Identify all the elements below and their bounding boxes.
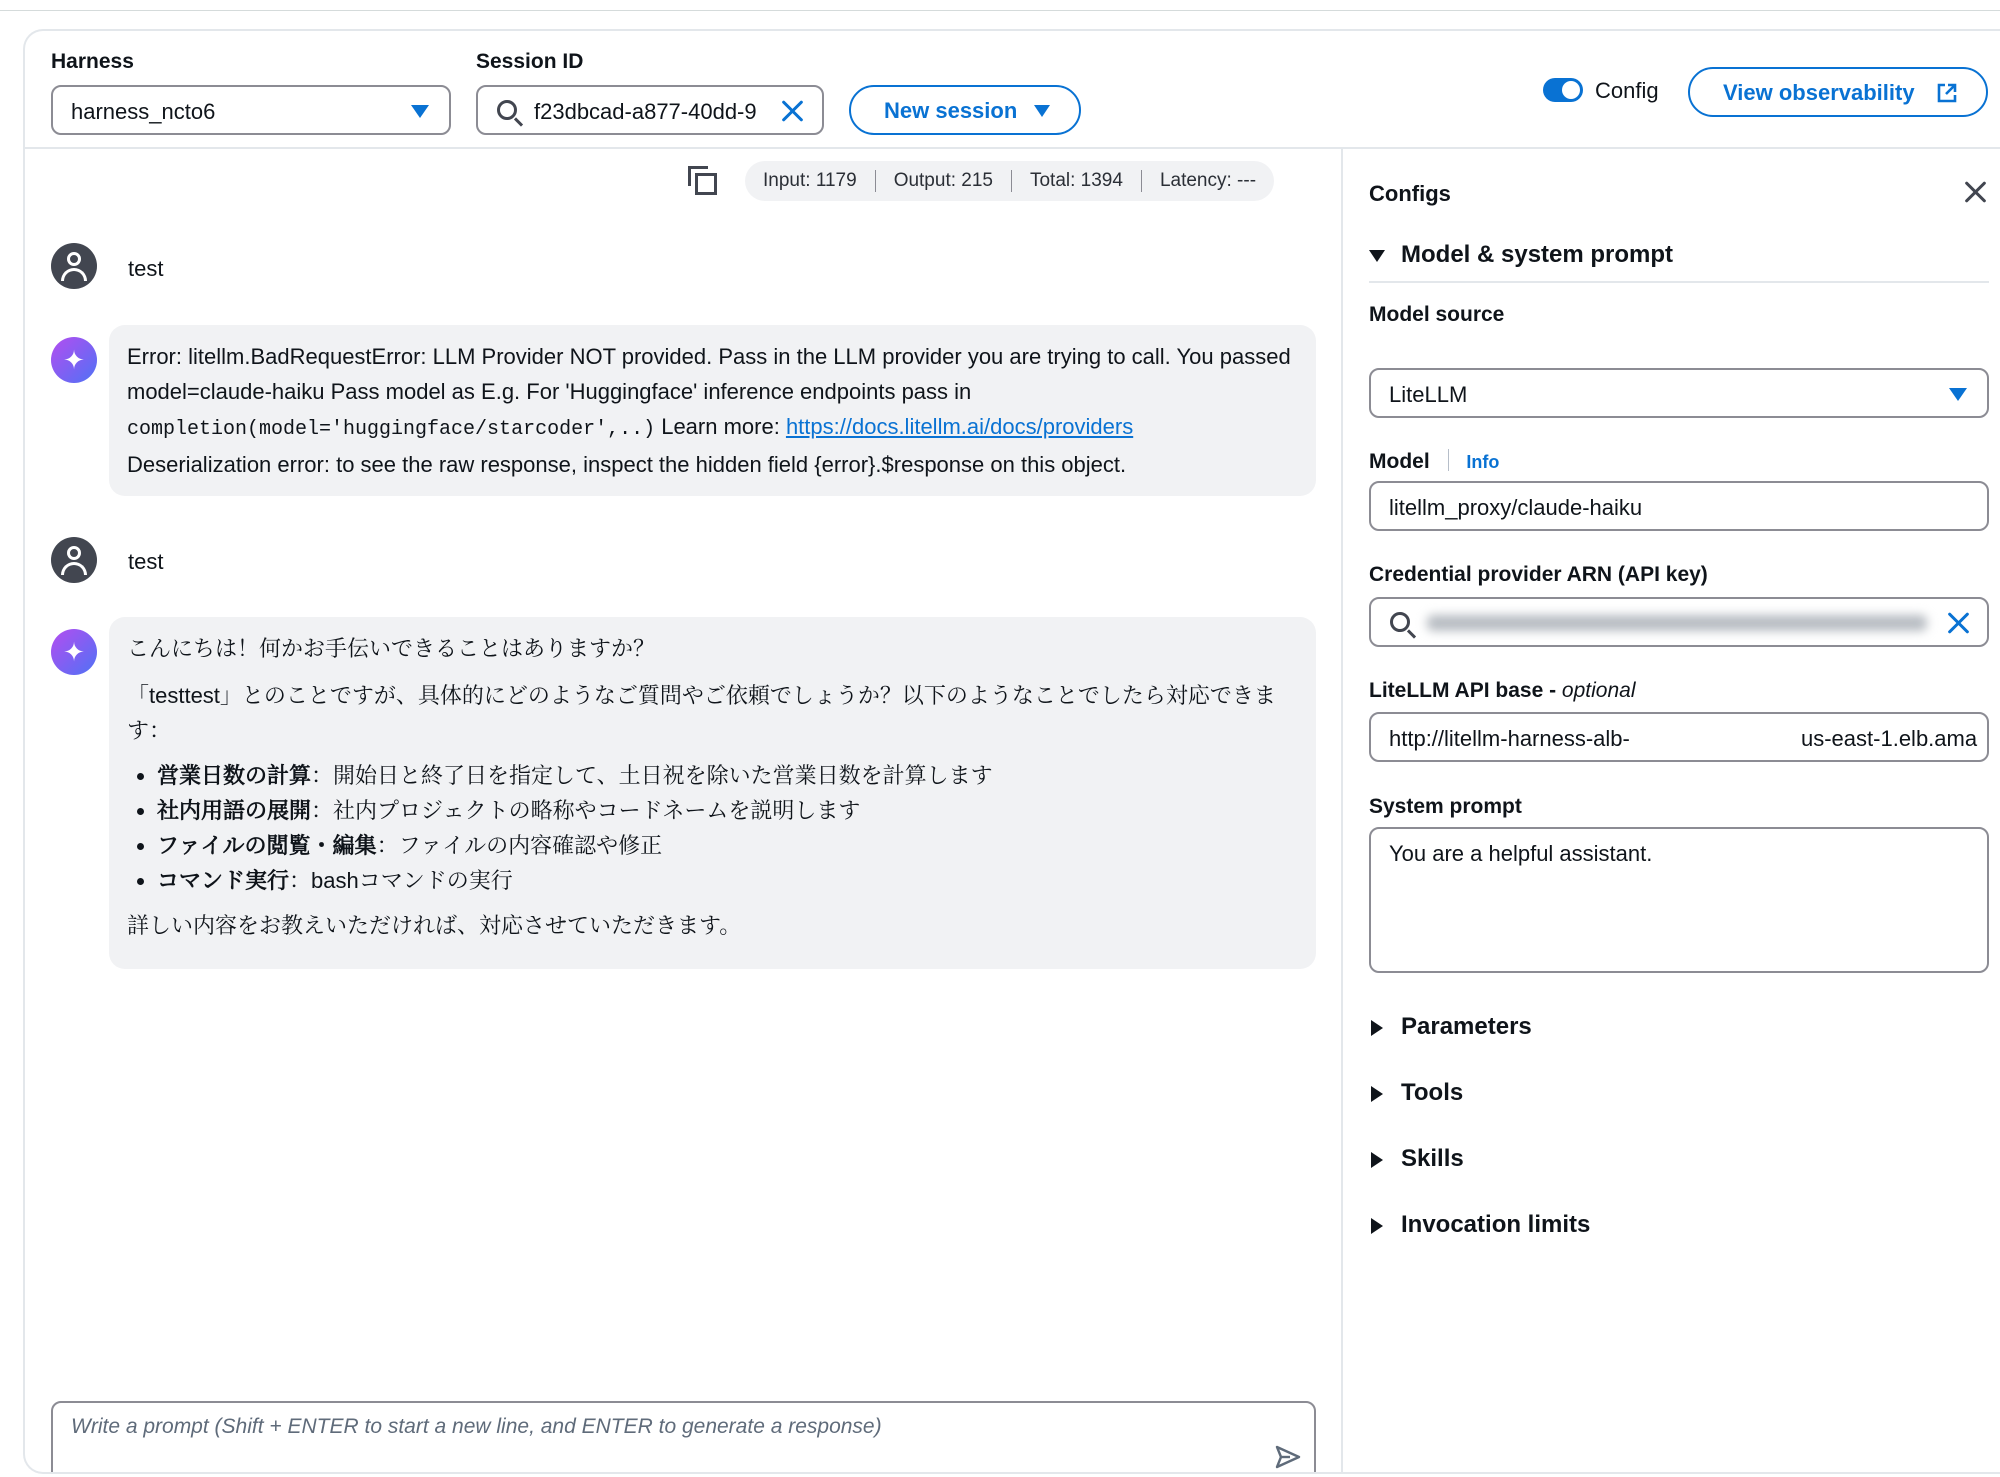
caret-down-icon [1034, 105, 1050, 117]
caret-right-icon [1371, 1152, 1383, 1168]
list-item: • ファイルの閲覧・編集：ファイルの内容確認や修正 [157, 828, 1298, 863]
model-section-toggle[interactable] [1369, 239, 1674, 275]
session-id-input[interactable] [476, 85, 824, 135]
assistant-message-bubble [109, 325, 1316, 496]
session-id-label: Session ID [476, 50, 584, 73]
deserialization-text: Deserialization error: to see the raw response, inspect the hidden field {error}.$response on this object. [127, 452, 1127, 477]
model-label: Model Info [1369, 450, 1500, 473]
error-text: Error: litellm.BadRequestError: LLM Provider NOT provided. Pass in the LLM provider you are trying to call. You passed model=claude-haiku Pass model as E.g. For 'Huggingface' inference endpoints pass in [127, 344, 1291, 404]
closing-text: 詳しい内容をお教えいただければ、対応させていただきます。 [127, 913, 742, 938]
external-link-icon [1936, 82, 1958, 104]
capability-list [157, 758, 1298, 898]
redacted-value [1427, 615, 1927, 631]
greeting-text: こんにちは！何かお手伝いできることはありますか？ [127, 636, 656, 661]
api-base-label: LiteLLM API base - optional [1369, 679, 1636, 702]
metric-output: Output: 215 [876, 170, 1012, 192]
section-divider [1369, 281, 1989, 283]
prompt-placeholder: Write a prompt (Shift + ENTER to start a new line, and ENTER to generate a response) [71, 1415, 882, 1438]
system-prompt-label: System prompt [1369, 795, 1522, 818]
invocation-limits-section-toggle[interactable] [1369, 1209, 1669, 1243]
caret-right-icon [1371, 1086, 1383, 1102]
intro-text: 「testtest」とのことですが、具体的にどのようなご質問やご依頼でしょうか？以下のようなことでしたら対応できます： [127, 683, 1276, 743]
api-base-value-start: http://litellm-harness-alb- [1389, 726, 1630, 751]
harness-select[interactable] [51, 85, 451, 135]
info-link[interactable]: Info [1466, 452, 1500, 472]
copy-icon[interactable] [688, 166, 716, 194]
system-prompt-textarea[interactable] [1369, 827, 1989, 973]
model-value: litellm_proxy/claude-haiku [1389, 495, 1643, 520]
token-metrics [745, 161, 1274, 201]
toggle-knob [1562, 81, 1580, 99]
caret-down-icon [1949, 388, 1967, 401]
config-panel-title: Configs [1369, 181, 1451, 206]
invocation-limits-section-title: Invocation limits [1401, 1211, 1591, 1238]
model-input[interactable] [1369, 481, 1989, 531]
config-panel [1341, 149, 2000, 1474]
assistant-message-bubble [109, 617, 1316, 969]
credential-label: Credential provider ARN (API key) [1369, 563, 1708, 586]
clear-icon[interactable] [780, 98, 806, 124]
search-icon [1390, 612, 1410, 632]
parameters-section-toggle[interactable] [1369, 1011, 1669, 1045]
system-prompt-value: You are a helpful assistant. [1389, 841, 1653, 866]
caret-down-icon [1369, 250, 1385, 262]
list-item: • 営業日数の計算：開始日と終了日を指定して、土日祝を除いた営業日数を計算します [157, 758, 1298, 793]
harness-select-value: harness_ncto6 [71, 99, 216, 124]
model-source-value: LiteLLM [1389, 382, 1468, 407]
new-session-label: New session [884, 98, 1018, 123]
clear-icon[interactable] [1946, 610, 1972, 636]
user-message-text: test [128, 549, 164, 574]
harness-label: Harness [51, 50, 134, 73]
caret-down-icon [411, 105, 429, 118]
tools-section-title: Tools [1401, 1079, 1464, 1106]
credential-input[interactable] [1369, 597, 1989, 647]
config-toggle-label: Config [1595, 78, 1659, 103]
config-toggle[interactable] [1543, 78, 1583, 102]
chat-panel [25, 149, 1343, 1474]
send-icon[interactable] [1274, 1443, 1302, 1471]
user-avatar [51, 243, 97, 289]
session-id-value: f23dbcad-a877-40dd-9 [534, 99, 757, 124]
docs-link[interactable]: https://docs.litellm.ai/docs/providers [785, 414, 1134, 439]
api-base-input[interactable] [1369, 712, 1989, 762]
top-divider [0, 10, 2000, 11]
user-avatar [51, 537, 97, 583]
user-message-text: test [128, 256, 164, 281]
error-code: completion(model='huggingface/starcoder',..) [127, 418, 656, 441]
app-frame [23, 29, 2000, 1474]
view-observability-label: View observability [1723, 80, 1915, 105]
metric-total: Total: 1394 [1012, 170, 1142, 192]
learn-more-text: Learn more: [655, 414, 786, 439]
caret-right-icon [1371, 1020, 1383, 1036]
model-source-select[interactable] [1369, 368, 1989, 418]
list-item: • 社内用語の展開：社内プロジェクトの略称やコードネームを説明します [157, 793, 1298, 828]
tools-section-toggle[interactable] [1369, 1077, 1669, 1111]
model-source-label: Model source [1369, 303, 1505, 326]
parameters-section-title: Parameters [1401, 1013, 1532, 1040]
model-section-title: Model & system prompt [1401, 241, 1674, 268]
view-observability-button[interactable] [1688, 67, 1988, 117]
metric-latency: Latency: --- [1159, 170, 1257, 191]
close-icon[interactable] [1963, 179, 1989, 205]
skills-section-toggle[interactable] [1369, 1143, 1669, 1177]
metric-input: Input: 1179 [763, 170, 876, 192]
header-bar [25, 31, 2000, 149]
assistant-sparkle-icon: ✦ [51, 629, 97, 675]
caret-right-icon [1371, 1218, 1383, 1234]
search-icon [497, 100, 517, 120]
new-session-button[interactable] [849, 85, 1081, 135]
prompt-input[interactable] [51, 1401, 1316, 1474]
skills-section-title: Skills [1401, 1145, 1464, 1172]
assistant-sparkle-icon: ✦ [51, 337, 97, 383]
list-item: • コマンド実行：bashコマンドの実行 [157, 863, 1298, 898]
api-base-value-end: us-east-1.elb.ama [1801, 726, 1978, 751]
